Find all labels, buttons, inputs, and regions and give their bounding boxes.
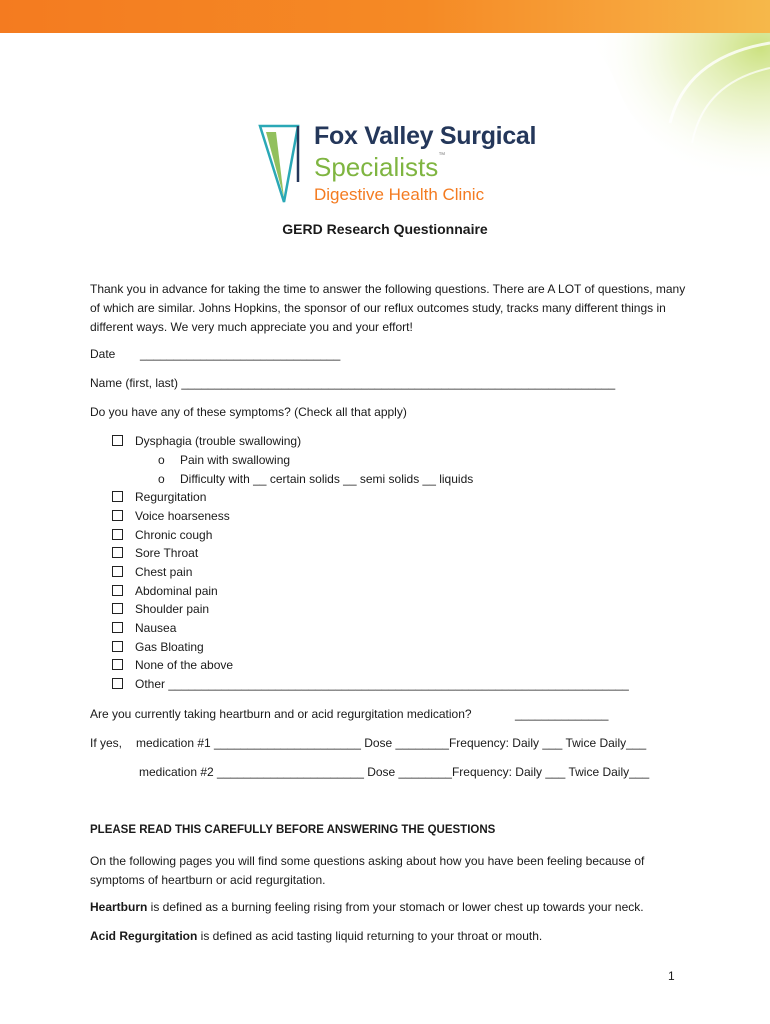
symptom-nausea[interactable]: Nausea [112,621,176,635]
medication-2-line[interactable]: medication #2 ______________________ Dose ________Frequency: Daily ___ Twice Daily___ [139,765,650,779]
logo-text-line1: Fox Valley Surgical [314,122,537,150]
please-read-heading: PLEASE READ THIS CAREFULLY BEFORE ANSWERING THE QUESTIONS [90,824,496,836]
checkbox[interactable] [112,435,123,446]
intro-paragraph: Thank you in advance for taking the time to answer the following questions. There are A LOT of questions, many of which are similar. Johns Hopkins, the sponsor of our reflux outcomes study, tracks many different things in different ways. We very much appreciate you and your effort! [90,282,686,334]
logo-text-line2: Specialists™ [314,152,446,182]
symptom-shoulder-pain[interactable]: Shoulder pain [112,602,209,616]
checkbox[interactable] [112,529,123,540]
checkbox[interactable] [112,547,123,558]
symptom-none[interactable]: None of the above [112,658,233,672]
symptom-chronic-cough[interactable]: Chronic cough [112,528,212,542]
checkbox[interactable] [112,678,123,689]
symptom-sore-throat[interactable]: Sore Throat [112,546,198,560]
checkbox[interactable] [112,603,123,614]
checkbox[interactable] [112,491,123,502]
checkbox[interactable] [112,566,123,577]
symptom-chest-pain[interactable]: Chest pain [112,565,192,579]
page-title: GERD Research Questionnaire [282,221,488,237]
symptom-difficulty: o Difficulty with __ certain solids __ semi solids __ liquids [158,472,474,486]
medication-1-line[interactable]: medication #1 ______________________ Dose ________Frequency: Daily ___ Twice Daily___ [136,736,647,750]
clinic-logo [258,122,537,208]
symptom-abdominal-pain[interactable]: Abdominal pain [112,584,218,598]
logo-triangle-icon [258,122,300,206]
page-number: 1 [668,969,675,983]
medication-question: Are you currently taking heartburn and or acid regurgitation medication? [90,707,472,721]
symptom-dysphagia[interactable]: Dysphagia (trouble swallowing) [112,434,301,448]
symptom-other[interactable]: Other _____________________________________________________________________ [112,677,629,691]
checkbox[interactable] [112,510,123,521]
acid-regurgitation-definition: Acid Regurgitation is defined as acid tasting liquid returning to your throat or mouth. [90,929,543,943]
header-orange-bar [0,0,770,33]
name-field[interactable]: Name (first, last) _________________________________________________________________ [90,376,616,390]
checkbox[interactable] [112,659,123,670]
medication-answer-field[interactable]: ______________ [515,707,609,721]
following-pages-paragraph: On the following pages you will find some questions asking about how you have been feeling because of symptoms of heartburn or acid regurgitation. [90,854,645,887]
symptoms-question: Do you have any of these symptoms? (Check all that apply) [90,405,407,419]
date-label: Date [90,347,116,361]
heartburn-definition: Heartburn is defined as a burning feeling rising from your stomach or lower chest up towards your neck. [90,900,644,914]
date-line [90,347,340,361]
symptom-gas-bloating[interactable]: Gas Bloating [112,640,204,654]
if-yes-label: If yes, [90,736,123,750]
checkbox[interactable] [112,641,123,652]
checkbox[interactable] [112,622,123,633]
symptom-voice-hoarseness[interactable]: Voice hoarseness [112,509,230,523]
logo-text-line3: Digestive Health Clinic [314,185,485,204]
date-field[interactable]: ______________________________ [140,347,341,361]
symptom-regurgitation[interactable]: Regurgitation [112,490,206,504]
symptom-pain-swallowing: o Pain with swallowing [158,453,291,467]
checkbox[interactable] [112,585,123,596]
